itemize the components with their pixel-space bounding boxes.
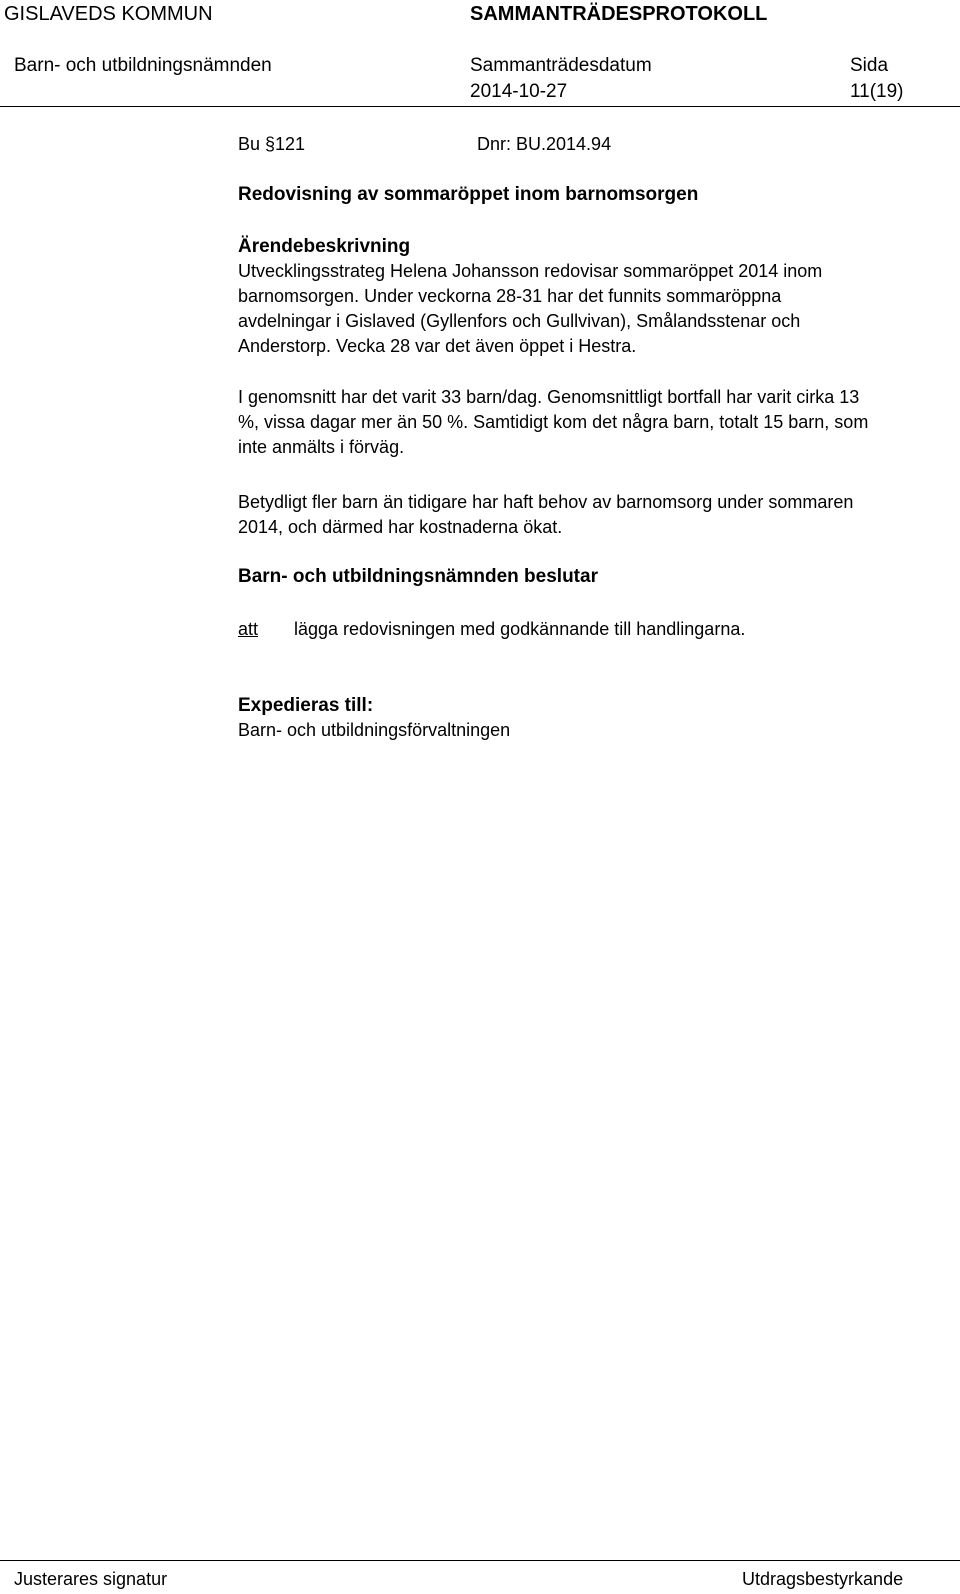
text-line: 2014, och därmed har kostnaderna ökat. xyxy=(238,517,563,537)
page-label: Sida xyxy=(850,55,889,76)
text-line: inte anmälts i förväg. xyxy=(238,437,405,457)
municipality-name: GISLAVEDS KOMMUN xyxy=(4,3,213,25)
text-line: Betydligt fler barn än tidigare har haft behov av barnomsorg under sommaren xyxy=(238,492,854,512)
description-paragraph-3 xyxy=(238,490,938,540)
header-divider xyxy=(0,106,960,107)
description-paragraph-2 xyxy=(238,385,938,460)
text-line: avdelningar i Gislaved (Gyllenfors och Gullvivan), Smålandsstenar och xyxy=(238,311,801,331)
case-dnr: Dnr: BU.2014.94 xyxy=(477,134,612,154)
case-title: Redovisning av sommaröppet inom barnomsorgen xyxy=(238,184,699,205)
decision-text: lägga redovisningen med godkännande till handlingarna. xyxy=(294,619,746,639)
page-number: 11(19) xyxy=(850,81,904,102)
text-line: Utvecklingsstrateg Helena Johansson redovisar sommaröppet 2014 inom xyxy=(238,261,823,281)
decision-heading: Barn- och utbildningsnämnden beslutar xyxy=(238,566,598,587)
document-type: SAMMANTRÄDESPROTOKOLL xyxy=(470,3,768,25)
footer-divider xyxy=(0,1560,960,1561)
reviewer-signature-label: Justerares signatur xyxy=(14,1569,168,1589)
text-line: Anderstorp. Vecka 28 var det även öppet i Hestra. xyxy=(238,336,637,356)
text-line: I genomsnitt har det varit 33 barn/dag. Genomsnittligt bortfall har varit cirka 13 xyxy=(238,387,860,407)
meeting-date-label: Sammanträdesdatum xyxy=(470,55,652,76)
text-line: barnomsorgen. Under veckorna 28-31 har det funnits sommaröppna xyxy=(238,286,782,306)
board-name: Barn- och utbildningsnämnden xyxy=(14,55,272,76)
distribution-recipient: Barn- och utbildningsförvaltningen xyxy=(238,720,511,740)
description-heading: Ärendebeskrivning xyxy=(238,236,411,257)
meeting-date-value: 2014-10-27 xyxy=(470,81,568,102)
excerpt-certification-label: Utdragsbestyrkande xyxy=(742,1569,904,1589)
description-paragraph-1 xyxy=(238,259,938,359)
distribution-heading: Expedieras till: xyxy=(238,695,374,716)
paragraph-number: Bu §121 xyxy=(238,134,306,154)
decision-att: att xyxy=(238,619,259,639)
text-line: %, vissa dagar mer än 50 %. Samtidigt kom det några barn, totalt 15 barn, som xyxy=(238,412,869,432)
